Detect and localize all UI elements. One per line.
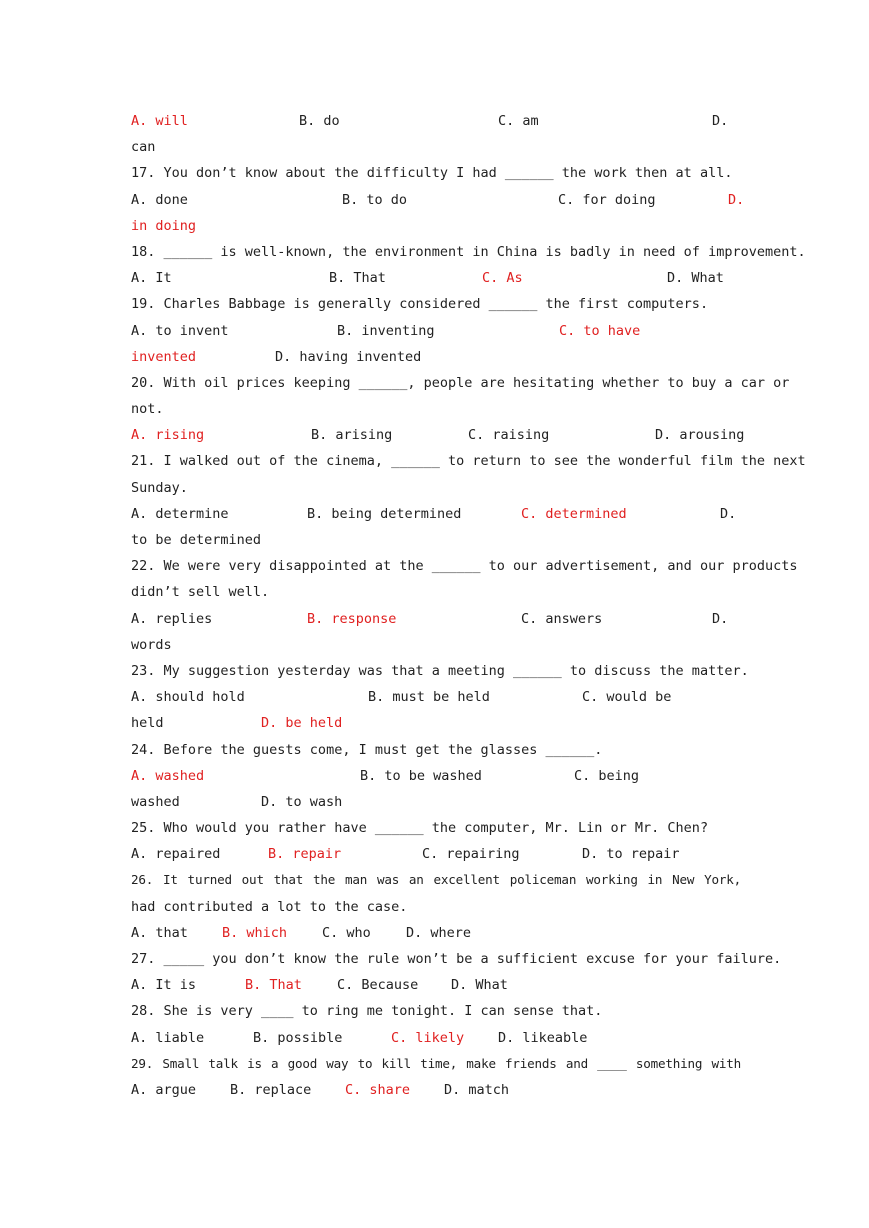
question-text: 18. ______ is well-known, the environment in China is badly in need of improvement. xyxy=(131,243,806,260)
question-text: 27. _____ you don’t know the rule won’t be a sufficient excuse for your failure. xyxy=(131,951,782,967)
option: D. likeable xyxy=(498,1029,588,1046)
answer-text: in doing xyxy=(131,217,197,234)
option: A. should hold xyxy=(131,689,245,706)
answer-option: B. That xyxy=(245,977,302,994)
text-line xyxy=(131,579,741,605)
text-line xyxy=(131,396,741,422)
option: A. to invent xyxy=(131,322,229,339)
options-line xyxy=(131,789,741,815)
answer-option: C. As xyxy=(482,270,523,287)
answer-option: B. response xyxy=(307,610,397,627)
text-line xyxy=(131,448,806,474)
option: A. It xyxy=(131,270,172,287)
option: C. who xyxy=(322,924,371,941)
option: A. argue xyxy=(131,1081,197,1098)
text-line xyxy=(131,239,806,265)
option: D. xyxy=(712,610,729,627)
options-line xyxy=(131,763,741,789)
options-line xyxy=(131,710,741,736)
options-line xyxy=(131,344,741,370)
option: A. replies xyxy=(131,610,213,627)
question-text: Sunday. xyxy=(131,479,188,496)
question-text: 19. Charles Babbage is generally considered ______ the first computers. xyxy=(131,296,709,313)
option: D. xyxy=(720,505,737,522)
question-text: 21. I walked out of the cinema, ______ to return to see the wonderful film the next xyxy=(131,453,806,470)
answer-option: C. likely xyxy=(391,1029,465,1046)
options-line xyxy=(131,1077,741,1103)
answer-option: A. will xyxy=(131,113,188,129)
answer-option: B. which xyxy=(222,924,288,941)
option: D. having invented xyxy=(275,348,422,365)
option: C. answers xyxy=(521,610,603,627)
options-line xyxy=(131,265,741,291)
option: A. that xyxy=(131,924,188,941)
option: A. done xyxy=(131,191,188,208)
option: C. would be xyxy=(582,689,672,706)
option: washed xyxy=(131,793,180,810)
option: B. That xyxy=(329,270,386,287)
answer-option: D. xyxy=(728,191,745,208)
text-line xyxy=(131,160,741,186)
question-text: can xyxy=(131,139,156,156)
question-text: 17. You don’t know about the difficulty I had ______ the work then at all. xyxy=(131,165,733,182)
option: A. It is xyxy=(131,977,197,994)
option: B. to be washed xyxy=(360,767,482,784)
option: D. to wash xyxy=(261,793,343,810)
option: D. arousing xyxy=(655,427,745,444)
option: D. match xyxy=(444,1081,510,1098)
option: B. to do xyxy=(342,191,408,208)
answer-option: A. washed xyxy=(131,767,205,784)
text-line xyxy=(131,527,741,553)
options-line xyxy=(131,606,741,632)
option: D. What xyxy=(451,977,508,994)
option: B. possible xyxy=(253,1029,343,1046)
options-line xyxy=(131,422,745,448)
question-text: 23. My suggestion yesterday was that a meeting ______ to discuss the matter. xyxy=(131,662,749,679)
options-line xyxy=(131,684,741,710)
options-line xyxy=(131,108,741,134)
answer-option: D. be held xyxy=(261,715,343,732)
options-line xyxy=(131,841,741,867)
option: B. being determined xyxy=(307,505,462,522)
text-line xyxy=(131,134,741,160)
option: C. being xyxy=(574,767,640,784)
question-text: 20. With oil prices keeping ______, people are hesitating whether to buy a car or xyxy=(131,374,790,391)
text-line xyxy=(131,998,741,1024)
option: B. must be held xyxy=(368,689,490,706)
option: D. where xyxy=(406,924,472,941)
answer-option: A. rising xyxy=(131,427,205,444)
text-line xyxy=(131,553,798,579)
question-text: 29. Small talk is a good way to kill time, make friends and ____ something with xyxy=(131,1055,741,1071)
question-text: didn’t sell well. xyxy=(131,584,270,601)
option: C. for doing xyxy=(558,191,656,208)
option: C. raising xyxy=(468,427,550,444)
question-text: had contributed a lot to the case. xyxy=(131,898,408,915)
option: A. liable xyxy=(131,1029,205,1046)
option: B. inventing xyxy=(337,322,435,339)
options-line xyxy=(131,318,741,344)
text-line xyxy=(131,946,782,972)
option: C. Because xyxy=(337,977,419,994)
text-line xyxy=(131,815,741,841)
option: C. am xyxy=(498,113,539,129)
answer-option: C. share xyxy=(345,1081,411,1098)
question-page xyxy=(131,108,806,1103)
text-line xyxy=(131,213,741,239)
answer-option: C. to have xyxy=(559,322,641,339)
answer-option: B. repair xyxy=(268,846,342,863)
text-line xyxy=(131,894,741,920)
text-line xyxy=(131,632,741,658)
answer-option: invented xyxy=(131,348,197,365)
options-line xyxy=(131,1025,741,1051)
question-text: 22. We were very disappointed at the ______ to our advertisement, and our products xyxy=(131,558,798,575)
options-line xyxy=(131,187,745,213)
question-text: words xyxy=(131,636,172,653)
question-text: 25. Who would you rather have ______ the computer, Mr. Lin or Mr. Chen? xyxy=(131,820,709,837)
options-line xyxy=(131,920,741,946)
options-line xyxy=(131,972,741,998)
option: D. to repair xyxy=(582,846,680,863)
option: A. repaired xyxy=(131,846,221,863)
option: B. arising xyxy=(311,427,393,444)
option: D. What xyxy=(667,270,724,287)
text-line xyxy=(131,737,741,763)
option: held xyxy=(131,715,164,732)
question-text: 24. Before the guests come, I must get the glasses ______. xyxy=(131,741,603,758)
question-text: 26. It turned out that the man was an excellent policeman working in New York, xyxy=(131,872,741,888)
text-line xyxy=(131,370,790,396)
text-line xyxy=(131,475,741,501)
option: C. repairing xyxy=(422,846,520,863)
text-line xyxy=(131,291,741,317)
option: A. determine xyxy=(131,505,229,522)
text-line xyxy=(131,658,749,684)
option: B. do xyxy=(299,113,340,129)
option: B. replace xyxy=(230,1081,312,1098)
text-line xyxy=(131,867,741,893)
option: D. xyxy=(712,113,729,129)
options-line xyxy=(131,501,741,527)
answer-option: C. determined xyxy=(521,505,627,522)
text-line xyxy=(131,1051,741,1077)
question-text: 28. She is very ____ to ring me tonight. I can sense that. xyxy=(131,1003,603,1020)
question-text: not. xyxy=(131,401,164,418)
question-text: to be determined xyxy=(131,532,262,548)
